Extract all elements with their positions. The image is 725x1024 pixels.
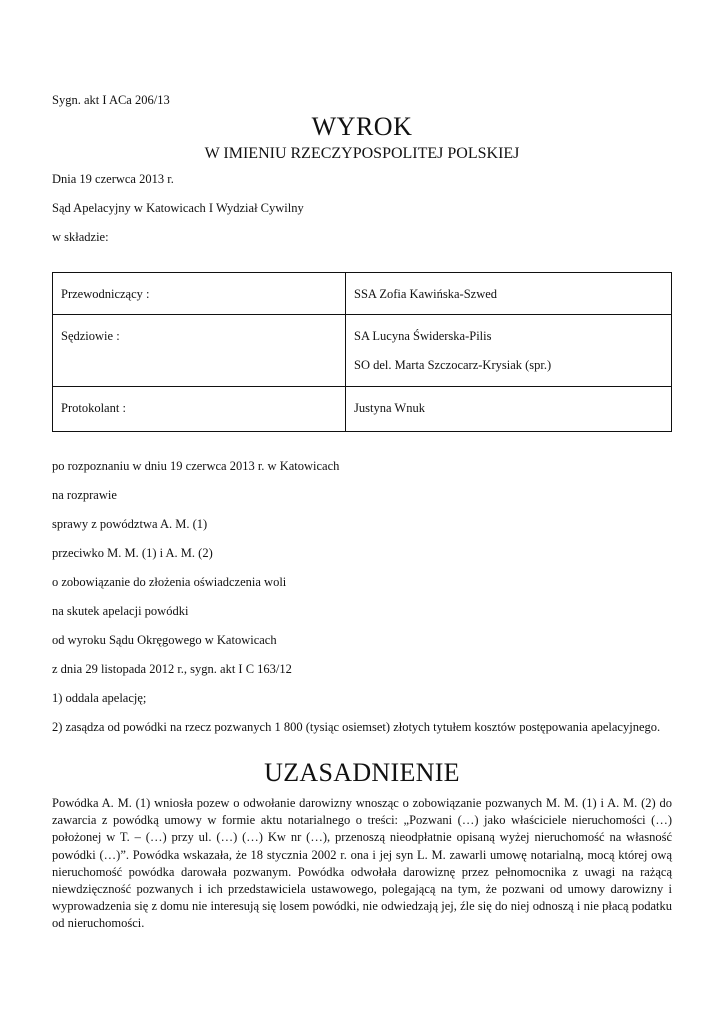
- presiding-label: Przewodniczący :: [53, 273, 346, 315]
- presiding-name: SSA Zofia Kawińska-Szwed: [346, 273, 672, 315]
- judges-label: Sędziowie :: [53, 315, 346, 387]
- judge-name: SA Lucyna Świderska-Pilis: [354, 329, 492, 343]
- judge-name: SO del. Marta Szczocarz-Krysiak (spr.): [354, 358, 552, 372]
- case-number: Sygn. akt I ACa 206/13: [52, 93, 170, 107]
- proceedings-line: z dnia 29 listopada 2012 r., sygn. akt I C 163/12: [52, 662, 292, 676]
- judgment-date: Dnia 19 czerwca 2013 r.: [52, 172, 174, 186]
- bench-row-judges: [53, 315, 672, 387]
- clerk-label: Protokolant :: [53, 387, 346, 432]
- composition-label: w składzie:: [52, 230, 109, 244]
- proceedings-line: na rozprawie: [52, 488, 117, 502]
- proceedings-line: od wyroku Sądu Okręgowego w Katowicach: [52, 633, 277, 647]
- ruling-item-1: 1) oddala apelację;: [52, 691, 147, 705]
- bench-table: [52, 272, 672, 432]
- document-title: WYROK: [311, 112, 413, 141]
- bench-row-clerk: [53, 387, 672, 432]
- judges-names: [346, 315, 672, 387]
- bench-row-presiding: [53, 273, 672, 315]
- justification-heading: UZASADNIENIE: [264, 758, 460, 787]
- document-subtitle: W IMIENIU RZECZYPOSPOLITEJ POLSKIEJ: [204, 145, 520, 162]
- clerk-name: Justyna Wnuk: [346, 387, 672, 432]
- proceedings-line: o zobowiązanie do złożenia oświadczenia woli: [52, 575, 287, 589]
- court-name: Sąd Apelacyjny w Katowicach I Wydział Cywilny: [52, 201, 304, 215]
- proceedings-line: przeciwko M. M. (1) i A. M. (2): [52, 546, 213, 560]
- proceedings-line: na skutek apelacji powódki: [52, 604, 189, 618]
- justification-paragraph: Powódka A. M. (1) wniosła pozew o odwołanie darowizny wnosząc o zobowiązanie pozwanych M. M. (1) i A. M. (2) do zawarcia z powódką umowy w formie aktu notarialnego o treści: „Pozwani (…) jako właściciele nieruchomości (…) położonej w T. – (…) przy ul. (…) (…) Kw nr (…), przenoszą nieodpłatnie opisaną wyżej nieruchomość na własność powódki (…)”. Powódka wskazała, że 18 stycznia 2002 r. ona i jej syn L. M. zawarli umowę notarialną, mocą której ową nieruchomość powódka darowała pozwanym. Powódka odwołała darowiznę przez pełnomocnika z uwagi na rażącą niewdzięczność pozwanych i ich przedstawiciela ustawowego, polegającą na tym, że pozwani od umowy darowizny i wyprowadzenia się z domu nie interesują się losem powódki, nie odwiedzają jej, źle się do niej odnoszą i nie płacą podatku od nieruchomości.: [52, 796, 672, 931]
- ruling-item-2: 2) zasądza od powódki na rzecz pozwanych 1 800 (tysiąc osiemset) złotych tytułem kosztów postępowania apelacyjnego.: [52, 720, 661, 734]
- proceedings-line: po rozpoznaniu w dniu 19 czerwca 2013 r. w Katowicach: [52, 459, 340, 473]
- proceedings-line: sprawy z powództwa A. M. (1): [52, 517, 208, 531]
